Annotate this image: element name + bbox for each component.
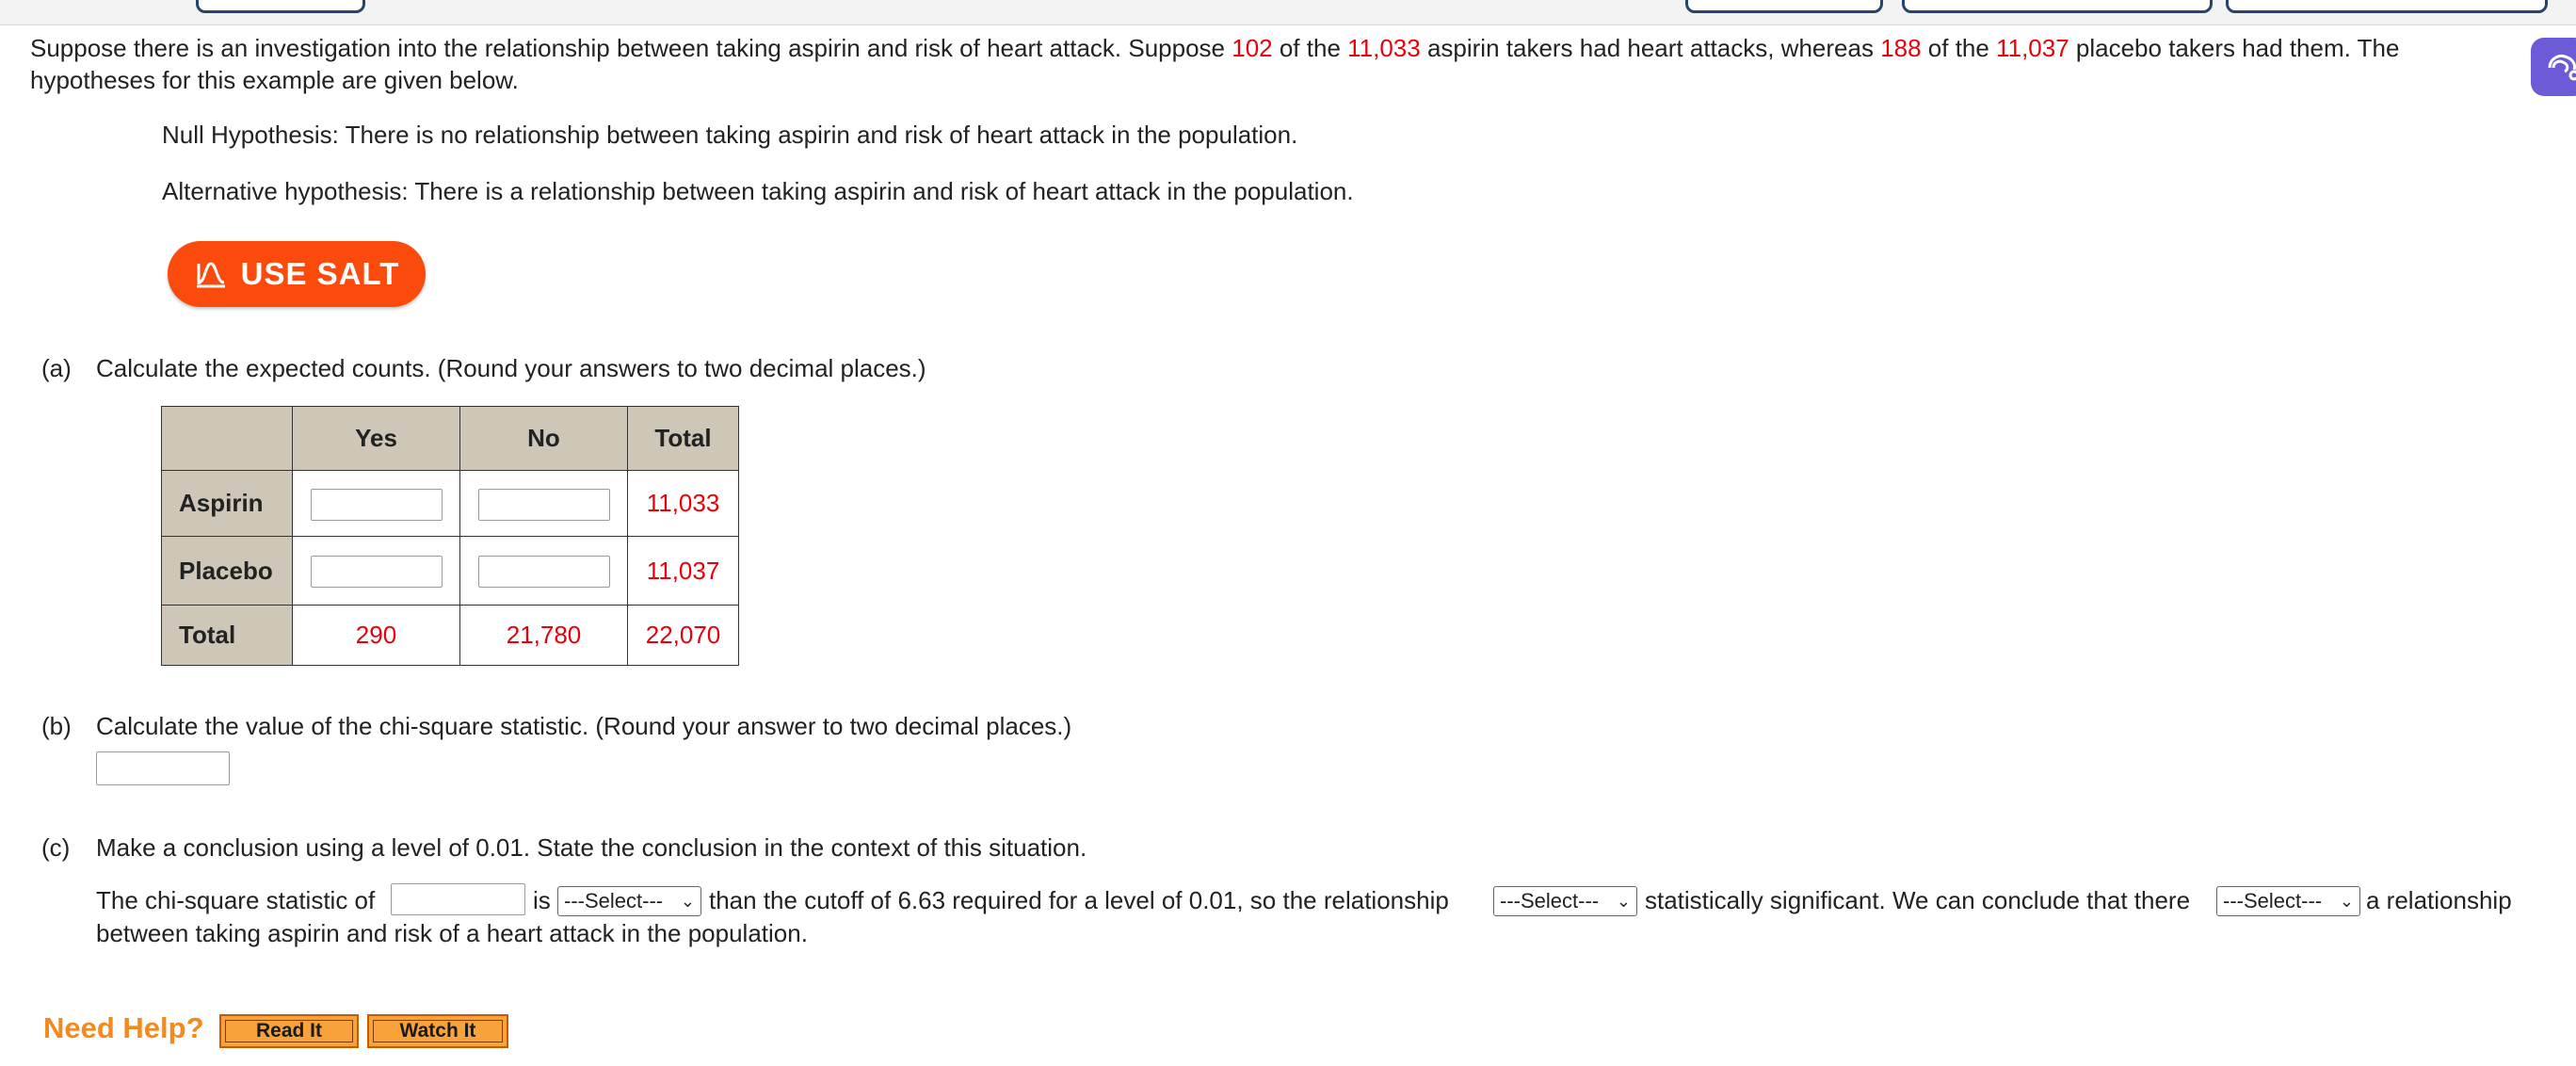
conclusion-text-3: than the cutoff of 6.63 required for a level of 0.01, so the relationship — [709, 886, 1449, 914]
intro-text-1: Suppose there is an investigation into the relationship between taking aspirin and risk of heart attack. Suppose — [30, 34, 1232, 62]
existence-select-value: ---Select--- — [2223, 889, 2323, 913]
watch-it-button[interactable] — [367, 1014, 508, 1048]
col-header-yes: Yes — [293, 407, 460, 471]
conclusion-text-1: The chi-square statistic of — [96, 886, 376, 914]
use-salt-button[interactable] — [168, 241, 426, 307]
placebo-attacks-value: 188 — [1880, 34, 1922, 62]
row-label-total: Total — [162, 606, 293, 666]
part-c-label: (c) — [41, 833, 71, 862]
chevron-down-icon: ⌄ — [2339, 892, 2354, 911]
existence-select[interactable] — [2216, 886, 2360, 916]
part-b-text: Calculate the value of the chi-square statistic. (Round your answer to two decimal places.) — [96, 712, 1072, 740]
top-tab-1[interactable] — [196, 0, 365, 13]
table-row-placebo — [162, 537, 739, 606]
aspirin-no-cell — [460, 471, 628, 537]
comparison-select[interactable] — [557, 886, 701, 916]
top-toolbar-strip — [0, 0, 2576, 25]
assistant-widget-button[interactable] — [2531, 38, 2576, 96]
chevron-down-icon: ⌄ — [680, 892, 695, 911]
alternative-hypothesis: Alternative hypothesis: There is a relationship between taking aspirin and risk of heart attack in the population. — [162, 177, 1354, 205]
placebo-yes-input[interactable] — [311, 556, 443, 588]
conclusion-text-2: is — [533, 886, 551, 914]
watch-it-label: Watch It — [399, 1020, 476, 1042]
aspirin-attacks-value: 102 — [1232, 34, 1273, 62]
expected-counts-table — [161, 406, 739, 666]
placebo-yes-cell — [293, 537, 460, 606]
intro-text-4: of the — [1921, 34, 1997, 62]
part-c-text: Make a conclusion using a level of 0.01. State the conclusion in the context of this situation. — [96, 833, 1087, 862]
chevron-down-icon: ⌄ — [1616, 892, 1631, 911]
row-label-placebo: Placebo — [162, 537, 293, 606]
col-header-no: No — [460, 407, 628, 471]
total-no-cell: 21,780 — [460, 606, 628, 666]
row-label-aspirin: Aspirin — [162, 471, 293, 537]
aspirin-yes-cell — [293, 471, 460, 537]
top-tab-3[interactable] — [1902, 0, 2213, 13]
null-hypothesis: Null Hypothesis: There is no relationship between taking aspirin and risk of heart attack in the population. — [162, 121, 1298, 149]
col-header-total: Total — [628, 407, 739, 471]
use-salt-label: USE SALT — [240, 256, 400, 291]
aspirin-total-value: 11,033 — [1347, 34, 1421, 62]
part-b-label: (b) — [41, 712, 72, 740]
part-a-text: Calculate the expected counts. (Round your answers to two decimal places.) — [96, 354, 926, 382]
intro-text-3: aspirin takers had heart attacks, whereas — [1420, 34, 1881, 62]
grand-total-cell: 22,070 — [628, 606, 739, 666]
conclusion-text-4: statistically significant. We can conclude that there — [1645, 886, 2191, 914]
problem-statement — [30, 32, 2516, 96]
table-corner-cell — [162, 407, 293, 471]
comparison-select-value: ---Select--- — [564, 889, 664, 913]
aspirin-total-cell: 11,033 — [628, 471, 739, 537]
conclusion-statistic-input[interactable] — [391, 883, 525, 915]
intro-text-5: placebo takers had them. The hypotheses for this example are given below. — [30, 34, 2400, 94]
significance-select-value: ---Select--- — [1500, 889, 1600, 913]
read-it-label: Read It — [255, 1020, 322, 1042]
read-it-button[interactable] — [219, 1014, 359, 1048]
significance-select[interactable] — [1493, 886, 1637, 916]
placebo-no-input[interactable] — [478, 556, 610, 588]
part-a-label: (a) — [41, 354, 72, 382]
conclusion-text-6: between taking aspirin and risk of a heart attack in the population. — [96, 919, 808, 947]
top-tab-2[interactable] — [1685, 0, 1883, 13]
table-row-total — [162, 606, 739, 666]
conclusion-text-5: a relationship — [2366, 886, 2512, 914]
placebo-total-cell: 11,037 — [628, 537, 739, 606]
need-help-label: Need Help? — [43, 1011, 204, 1044]
aspirin-no-input[interactable] — [478, 489, 610, 521]
chi-square-answer-input[interactable] — [96, 751, 230, 785]
salt-chart-icon — [194, 258, 228, 290]
top-tab-4[interactable] — [2226, 0, 2548, 13]
brain-icon — [2544, 51, 2576, 85]
aspirin-yes-input[interactable] — [311, 489, 443, 521]
total-yes-cell: 290 — [293, 606, 460, 666]
placebo-total-value: 11,037 — [1996, 34, 2069, 62]
table-row-aspirin — [162, 471, 739, 537]
placebo-no-cell — [460, 537, 628, 606]
intro-text-2: of the — [1272, 34, 1348, 62]
